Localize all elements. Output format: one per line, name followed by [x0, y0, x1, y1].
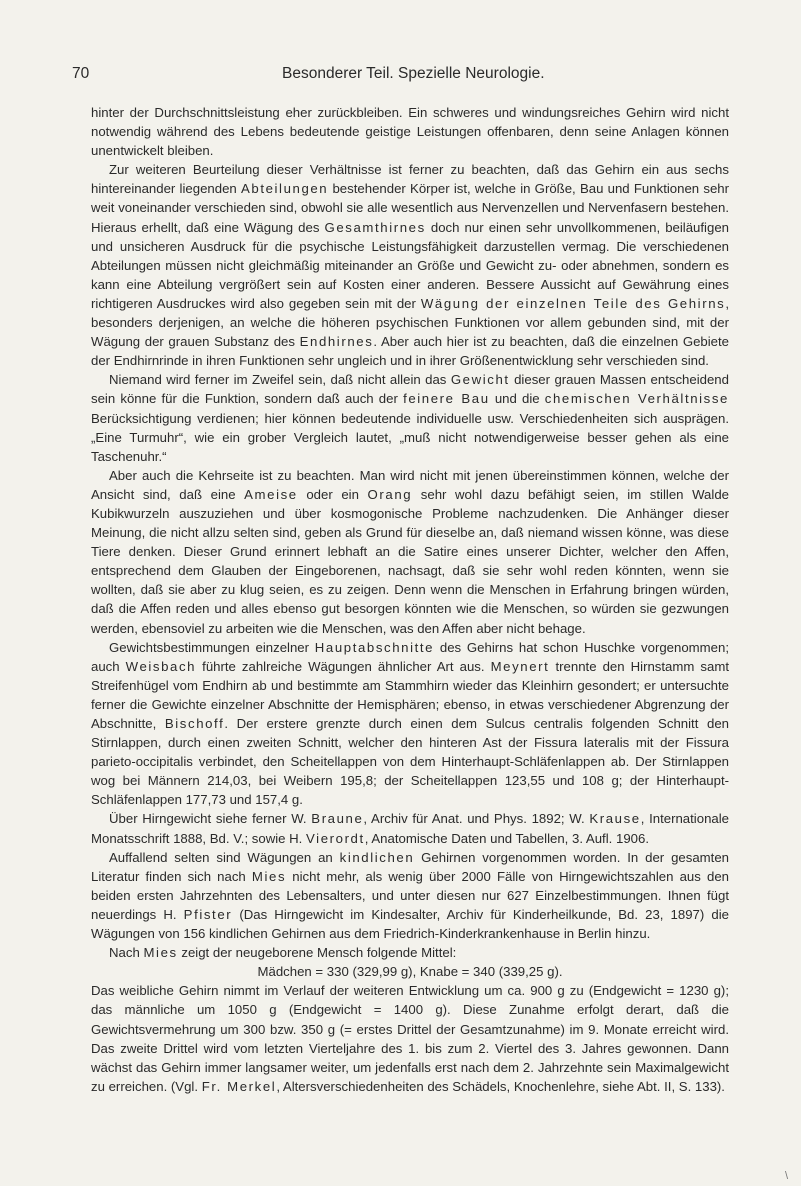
- body-text: [91, 103, 729, 1096]
- text-run: . Der erstere grenzte durch einen dem Sulcus centralis folgenden Schnitt den Stirnlappen, durch einen zweiten Schnitt, welcher den hinteren Ast der Fissura lateralis mit der Fissura parieto-occipitalis verbindet, den Scheitellappen von dem Hinterhaupt-Schläfenlappen ab. Der Stirnlappen wog bei Männern 214,03, bei Weibern 195,8; der Scheitellappen 123,55 und 108 g; der Hinterhaupt-Schläfenlappen 177,73 und 157,4 g.: [91, 716, 729, 808]
- text-run: hinter der Durchschnittsleistung eher zurückbleiben. Ein schweres und windungsreiches Gehirn wird nicht notwendig während des Lebens bedeutende geistige Leistungen offenbaren, denn seine Anlagen können unentwickelt bleiben.: [91, 105, 729, 159]
- text-run: des Gehirns hat schon Huschke vorgenommen; auch: [91, 639, 729, 674]
- paragraph: [91, 638, 729, 810]
- text-run: doch nur einen sehr unvollkommenen, beiläufigen und unsicheren Ausdruck für die psychische Leistungsfähigkeit darzustellen vermag. Die verschiedenen Abteilungen müssen nicht gleichmäßig miteinander an Größe und Gewicht zu- oder abnehmen, sondern es kann eine Abteilung vergrößert sein auf Kosten einer anderen. Bessere Aussicht auf Gewährung eines richtigeren Ausdruckes wird also gegeben sein mit der: [91, 219, 729, 311]
- text-run: und die: [489, 391, 545, 407]
- spaced-emphasis: Pfister: [183, 906, 233, 922]
- spaced-emphasis: Weisbach: [125, 658, 197, 674]
- spaced-emphasis: Endhirnes: [299, 334, 374, 350]
- text-run: Zur weiteren Beurteilung dieser Verhältnisse ist ferner zu beachten, daß das Gehirn ein aus sechs hintereinander liegenden: [91, 162, 729, 197]
- text-run: , Internationale Monatsschrift 1888, Bd. V.; sowie H.: [91, 811, 730, 846]
- text-run: oder ein: [297, 486, 368, 502]
- text-run: , Altersverschiedenheiten des Schädels, Knochenlehre, siehe Abt. II, S. 133).: [276, 1078, 725, 1094]
- spaced-emphasis: Krause: [589, 811, 641, 827]
- spaced-emphasis: Abteilungen: [240, 181, 329, 197]
- spaced-emphasis: Mies: [251, 868, 287, 884]
- text-run: (Das Hirngewicht im Kindesalter, Archiv für Kinderheilkunde, Bd. 23, 1897) die Wägungen von 156 kindlichen Gehirnen aus dem Friedrich-Kinderkrankenhause in Berlin hinzu.: [91, 906, 729, 942]
- text-run: Niemand wird ferner im Zweifel sein, daß nicht allein das: [109, 372, 451, 388]
- text-run: Über Hirngewicht siehe ferner W.: [109, 811, 312, 827]
- page-number: 70: [72, 65, 90, 82]
- spaced-emphasis: Meynert: [490, 658, 550, 674]
- paragraph: [91, 943, 729, 962]
- spaced-emphasis: Orang: [367, 486, 413, 502]
- spaced-emphasis: Hauptabschnitte: [314, 639, 435, 655]
- paragraph: [91, 809, 729, 847]
- paragraph: [91, 103, 729, 160]
- spaced-emphasis: Ameise: [244, 486, 298, 502]
- running-title: Besonderer Teil. Spezielle Neurologie.: [282, 65, 545, 82]
- text-run: Auffallend selten sind Wägungen an: [109, 849, 340, 865]
- spaced-emphasis: Gewicht: [450, 372, 510, 388]
- text-run: Gewichtsbestimmungen einzelner: [109, 639, 315, 655]
- text-run: Gehirnen vorgenommen worden. In der gesamten Literatur finden sich nach: [91, 849, 729, 884]
- margin-mark: \: [785, 1170, 789, 1182]
- paragraph: [91, 160, 729, 370]
- spaced-emphasis: kindlichen: [339, 849, 415, 865]
- spaced-emphasis: Wägung der einzelnen Teile des Gehirns: [420, 295, 726, 311]
- text-run: . Aber auch hier ist zu beachten, daß die einzelnen Gebiete der Endhirnrinde in ihren Funktionen sehr ungleich und in ihrer Größenentwicklung sehr verschieden sind.: [91, 334, 730, 369]
- text-run: Mädchen = 330 (329,99 g), Knabe = 340 (339,25 g).: [257, 964, 563, 980]
- spaced-emphasis: Vierordt: [306, 830, 365, 846]
- text-run: , Archiv für Anat. und Phys. 1892; W.: [363, 811, 590, 827]
- text-run: , besonders derjenigen, an welche die höheren psychischen Funktionen vor allem gebunden sind, mit der Wägung der grauen Substanz des: [91, 295, 729, 350]
- text-run: führte zahlreiche Wägungen ähnlicher Art aus.: [196, 658, 491, 674]
- spaced-emphasis: feinere Bau: [403, 391, 490, 407]
- text-run: nicht mehr, als wenig über 2000 Fälle von Hirngewichtszahlen aus den beiden ersten Jahrzehnten des Lebensalters, und unter diesen nur 627 Einzelbestimmungen. Ihnen fügt neuerdings H.: [91, 868, 729, 922]
- paragraph: [91, 981, 729, 1096]
- text-run: sehr wohl dazu befähigt seien, im stillen Walde Kubikwurzeln auszuziehen und über kosmogonische Probleme nachzudenken. Die Anhänger dieser Meinung, die nicht allzu selten sind, geben als Grund für dieselbe an, daß niemand wissen könne, was diese Tiere denken. Dieser Grund erinnert lebhaft an die Satire eines unserer Dichter, welcher den Affen, entsprechend dem Glauben der Eingeborenen, nachsagt, daß sie sehr wohl reden könnten, wenn sie wollten, daß sie aber zu klug seien, es zu zeigen. Denn wenn die Menschen in Erfahrung bringen würden, daß die Affen reden und alles ebenso gut besorgen könnten wie die Menschen, so würden sie gezwungen werden, ebensoviel zu arbeiten wie die Menschen, was den Affen aber nicht behage.: [91, 486, 729, 636]
- spaced-emphasis: Gesamthirnes: [324, 219, 426, 235]
- spaced-emphasis: chemischen Verhältnisse: [544, 391, 729, 407]
- text-run: Nach: [109, 945, 144, 961]
- text-run: dieser grauen Massen entscheidend sein könne für die Funktion, sondern daß auch der: [91, 372, 729, 407]
- text-run: Berücksichtigung verdienen; hier können bedeutende individuelle usw. Verschiedenheiten sich ausprägen. „Eine Turmuhr“, wie ein grober Vergleich lautet, „muß nicht notwendigerweise besser gehen als eine Taschenuhr.“: [91, 410, 729, 464]
- text-run: Das weibliche Gehirn nimmt im Verlauf der weiteren Entwicklung um ca. 900 g zu (Endgewicht = 1230 g); das männliche um 1050 g (Endgewicht = 1400 g). Diese Zunahme erfolgt derart, daß die Gewichtsvermehrung um 300 bzw. 350 g (= erstes Drittel der Gesamtzunahme) im 9. Monate erreicht wird. Das zweite Drittel wird vom letzten Vierteljahre des 1. bis zum 2. Viertel des 3. Jahres gewonnen. Dann wächst das Gehirn immer langsamer weiter, um jedenfalls erst nach dem 2. Jahrzehnte sein Maximalgewicht zu erreichen. (Vgl.: [91, 983, 729, 1094]
- spaced-emphasis: Fr. Merkel: [201, 1078, 277, 1094]
- text-run: bestehender Körper ist, welche in Größe, Bau und Funktionen sehr weit voneinander verschieden sind, obwohl sie alle wesentlich aus Nervenzellen und Nervenfasern bestehen. Hieraus erhellt, daß eine Wägung des: [91, 181, 730, 235]
- paragraph: [91, 466, 729, 638]
- paragraph: [91, 848, 729, 943]
- spaced-emphasis: Mies: [143, 945, 178, 961]
- text-run: Aber auch die Kehrseite ist zu beachten. Man wird nicht mit jenen übereinstimmen können, welche der Ansicht sind, daß eine: [91, 467, 729, 502]
- text-run: , Anatomische Daten und Tabellen, 3. Aufl. 1906.: [364, 830, 649, 846]
- paragraph: [91, 962, 729, 981]
- page-header: [72, 65, 721, 87]
- text-run: zeigt der neugeborene Mensch folgende Mittel:: [177, 945, 457, 961]
- spaced-emphasis: Braune: [311, 811, 364, 827]
- paragraph: [91, 370, 729, 465]
- text-run: trennte den Hirnstamm samt Streifenhügel vom Endhirn ab und bestimmte am Stammhirn wieder das Kleinhirn gesondert; er untersuchte ferner die Gewichte einzelner Abschnitte der Hemisphären; ebenso, in etwas verschiedener Abgrenzung der Abschnitte,: [91, 658, 729, 731]
- spaced-emphasis: Bischoff: [164, 716, 225, 731]
